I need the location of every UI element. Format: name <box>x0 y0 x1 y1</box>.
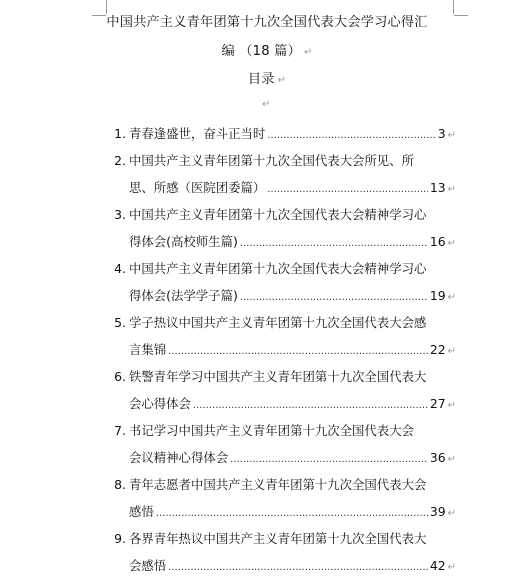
toc-entry-number: 7. <box>114 423 126 438</box>
toc-entry[interactable] <box>104 363 464 417</box>
toc-page-number: 19 <box>429 288 446 303</box>
toc-entry[interactable] <box>104 525 464 579</box>
toc-dot-leader <box>156 500 428 527</box>
toc-entry-text: 中国共产主义青年团第十九次全国代表大会精神学习心 <box>129 207 427 222</box>
toc-dot-leader <box>267 176 428 203</box>
toc-entry-number: 1. <box>114 126 126 141</box>
toc-entry-text: 中国共产主义青年团第十九次全国代表大会所见、所 <box>129 153 414 168</box>
paragraph-mark-icon: ↵ <box>447 184 456 195</box>
paragraph-mark-icon: ↵ <box>447 454 456 465</box>
toc-entry[interactable] <box>104 417 464 471</box>
toc-entry-text: 会感悟 <box>129 558 167 573</box>
toc-entry-text: 青年志愿者中国共产主义青年团第十九次全国代表大会 <box>129 477 427 492</box>
toc-entry-text: 言集锦 <box>129 342 167 357</box>
empty-paragraph-mark-icon: ↵ <box>262 99 271 110</box>
toc-entry-text: 中国共产主义青年团第十九次全国代表大会精神学习心 <box>129 261 427 276</box>
page-corner-mark-right <box>453 0 468 14</box>
toc-entry-number: 9. <box>114 531 126 546</box>
document-title-line-1 <box>82 14 452 32</box>
toc-entry-number: 3. <box>114 207 126 222</box>
table-of-contents <box>104 120 464 579</box>
paragraph-mark-icon: ↵ <box>447 130 456 141</box>
toc-entry[interactable] <box>104 255 464 309</box>
toc-page-number: 13 <box>429 180 446 195</box>
toc-entry[interactable] <box>104 147 464 201</box>
toc-entry-number: 2. <box>114 153 126 168</box>
paragraph-mark-icon: ↵ <box>447 562 456 573</box>
toc-entry-text: 各界青年热议中国共产主义青年团第十九次全国代表大 <box>129 531 427 546</box>
toc-entry-number: 5. <box>114 315 126 330</box>
toc-entry[interactable] <box>104 471 464 525</box>
toc-dot-leader <box>230 446 428 473</box>
title-text-2: 编 （18 篇） <box>221 44 301 59</box>
toc-entry-text: 会心得体会 <box>129 396 191 411</box>
toc-page-number: 36 <box>429 450 446 465</box>
toc-entry[interactable] <box>104 120 464 147</box>
toc-page-number: 39 <box>429 504 446 519</box>
toc-entry[interactable] <box>104 201 464 255</box>
toc-heading-text: 目录 <box>247 72 275 87</box>
toc-entry-text: 思、所感（医院团委篇） <box>129 180 266 195</box>
toc-entry-number: 6. <box>114 369 126 384</box>
document-title-line-2 <box>82 43 452 62</box>
toc-entry-text: 得体会(高校师生篇) <box>129 234 238 249</box>
toc-page-number: 27 <box>429 396 446 411</box>
toc-entry-text: 青春逢盛世，奋斗正当时 <box>129 126 266 141</box>
toc-entry-text: 书记学习中国共产主义青年团第十九次全国代表大会 <box>129 423 414 438</box>
toc-entry-text: 得体会(法学学子篇) <box>129 288 238 303</box>
paragraph-mark-icon: ↵ <box>303 47 313 58</box>
title-text-1: 中国共产主义青年团第十九次全国代表大会学习心得汇 <box>106 15 428 30</box>
paragraph-mark-icon: ↵ <box>277 75 287 86</box>
toc-dot-leader <box>240 230 428 257</box>
toc-entry[interactable] <box>104 309 464 363</box>
toc-entry-number: 4. <box>114 261 126 276</box>
page-corner-mark-left <box>92 0 107 14</box>
toc-dot-leader <box>240 284 428 311</box>
toc-entry-number: 8. <box>114 477 126 492</box>
paragraph-mark-icon: ↵ <box>447 400 456 411</box>
toc-page-number: 22 <box>429 342 446 357</box>
paragraph-mark-icon: ↵ <box>447 292 456 303</box>
toc-entry-text: 铁警青年学习中国共产主义青年团第十九次全国代表大 <box>129 369 427 384</box>
toc-entry-text: 会议精神心得体会 <box>129 450 229 465</box>
toc-dot-leader <box>193 392 428 419</box>
toc-page-number: 42 <box>429 558 446 573</box>
toc-dot-leader <box>168 338 428 365</box>
toc-entry-text: 学子热议中国共产主义青年团第十九次全国代表大会感 <box>129 315 427 330</box>
toc-page-number: 3 <box>437 126 446 141</box>
toc-dot-leader <box>168 554 428 581</box>
toc-dot-leader <box>267 122 435 149</box>
paragraph-mark-icon: ↵ <box>447 346 456 357</box>
paragraph-mark-icon: ↵ <box>447 508 456 519</box>
toc-entry-text: 感悟 <box>129 504 154 519</box>
paragraph-mark-icon: ↵ <box>447 238 456 249</box>
toc-page-number: 16 <box>429 234 446 249</box>
toc-heading <box>82 71 452 90</box>
